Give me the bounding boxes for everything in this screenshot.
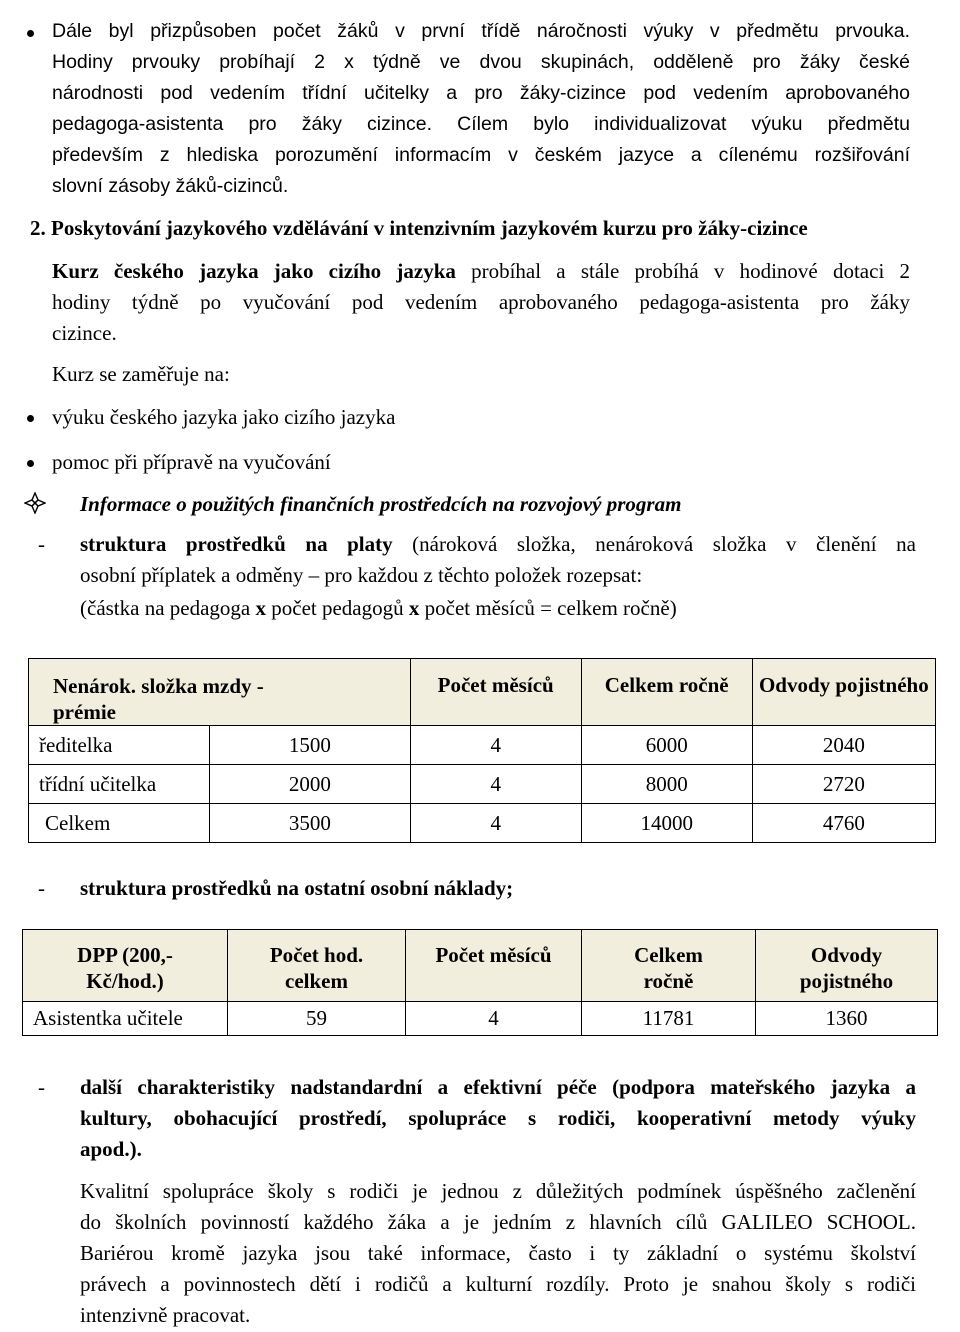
diamond-bullet-icon	[24, 492, 46, 514]
focus-label: Kurz se zaměřuje na:	[52, 362, 230, 386]
formula-x: x	[408, 596, 420, 620]
formula-text: (částka na pedagoga	[80, 596, 256, 620]
finance-heading: Informace o použitých finančních prostředcích na rozvojový program	[80, 492, 682, 516]
table-row	[29, 726, 936, 765]
dash-marker: -	[38, 876, 45, 900]
header-text: Kč/hod.)	[86, 969, 164, 993]
salary-line-rest: (nároková složka, nenároková složka v členění na	[392, 532, 916, 556]
formula-text: počet pedagogů	[266, 596, 409, 620]
course-name: Kurz českého jazyka jako cizího jazyka	[52, 259, 456, 283]
table-cell: 2000	[210, 765, 411, 804]
table-cell: 4	[410, 726, 581, 765]
table-header-row	[23, 930, 938, 1002]
table-header-row	[29, 659, 936, 726]
table-cell: ředitelka	[29, 726, 210, 765]
table-cell: 4	[406, 1002, 582, 1036]
course-paragraph	[52, 256, 910, 349]
header-text: Nenárok. složka mzdy -	[53, 674, 264, 698]
table-header-cell	[23, 930, 228, 1002]
table-header-cell	[582, 930, 756, 1002]
course-line	[52, 256, 910, 287]
table-cell: 2720	[752, 765, 935, 804]
table-row	[29, 804, 936, 843]
section-heading: 2. Poskytování jazykového vzdělávání v intenzivním jazykovém kurzu pro žáky-cizince	[30, 216, 808, 240]
salary-paragraph	[80, 529, 916, 591]
table-header-cell	[406, 930, 582, 1002]
course-line: cizince.	[52, 321, 117, 345]
header-text: pojistného	[799, 969, 894, 993]
cooperation-paragraph	[80, 1176, 916, 1331]
table-cell: 11781	[582, 1002, 756, 1036]
characteristics-line: apod.).	[80, 1137, 142, 1161]
table-cell: 4760	[752, 804, 935, 843]
cooperation-line: do školních povinností každého žáka a je jedním z hlavních cílů GALILEO SCHOOL.	[80, 1210, 916, 1234]
intro-line: slovní zásoby žáků-cizinců.	[52, 175, 289, 197]
table-row	[29, 765, 936, 804]
focus-item: výuku českého jazyka jako cizího jazyka	[52, 405, 396, 429]
course-line-rest: probíhal a stále probíhá v hodinové dotaci 2	[455, 259, 910, 283]
table-row	[23, 1002, 938, 1036]
cooperation-line: Kvalitní spolupráce školy s rodiči je jednou z důležitých podmínek úspěšného začlenění	[80, 1179, 916, 1203]
characteristics-line: další charakteristiky nadstandardní a efektivní péče (podpora mateřského jazyka a	[80, 1075, 916, 1099]
table-cell: 14000	[581, 804, 752, 843]
table-cell: Celkem	[29, 804, 210, 843]
bullet-icon	[27, 30, 34, 37]
dpp-table	[22, 929, 938, 1036]
table-cell: 8000	[581, 765, 752, 804]
characteristics-paragraph	[80, 1072, 916, 1165]
header-text: Odvody	[810, 943, 883, 967]
dash-marker: -	[38, 532, 45, 556]
bullet-icon	[27, 460, 34, 467]
salary-line: osobní příplatek a odměny – pro každou z těchto položek rozepsat:	[80, 563, 643, 587]
focus-item: pomoc při přípravě na vyučování	[52, 450, 331, 474]
cooperation-line: právech a povinnostech dětí i rodičů a kulturní rozdíly. Proto je snahou školy s rodiči	[80, 1272, 916, 1296]
table-cell: 1500	[210, 726, 411, 765]
table-header-cell: Odvody pojistného	[752, 659, 935, 726]
bullet-icon	[27, 415, 34, 422]
table-header-cell: Počet měsíců	[410, 659, 581, 726]
header-text: prémie	[53, 700, 116, 724]
header-text: Počet měsíců	[435, 943, 552, 967]
table-header-cell	[29, 659, 411, 726]
intro-paragraph	[52, 16, 910, 202]
salary-formula	[80, 596, 677, 621]
table-header-cell	[228, 930, 406, 1002]
intro-line: Hodiny prvouky probíhají 2 x týdně ve dvou skupinách, odděleně pro žáky české	[52, 51, 910, 73]
table-cell: 6000	[581, 726, 752, 765]
salary-label: struktura prostředků na platy	[80, 532, 393, 556]
intro-line: národnosti pod vedením třídní učitelky a pro žáky-cizince pod vedením aprobovaného	[52, 82, 910, 104]
header-text: Celkem	[634, 943, 703, 967]
formula-x: x	[255, 596, 266, 620]
intro-line: především z hlediska porozumění informacím v českém jazyce a cílenému rozšiřování	[52, 144, 910, 166]
table-cell: třídní učitelka	[29, 765, 210, 804]
table-cell: 2040	[752, 726, 935, 765]
course-line: hodiny týdně po vyučování pod vedením aprobovaného pedagoga-asistenta pro žáky	[52, 290, 910, 314]
dash-marker: -	[38, 1075, 45, 1099]
table-cell: 4	[410, 765, 581, 804]
characteristics-line: kultury, obohacující prostředí, spolupráce s rodiči, kooperativní metody výuky	[80, 1106, 916, 1130]
table-cell: 1360	[756, 1002, 938, 1036]
table-cell: 3500	[210, 804, 411, 843]
cooperation-line: intenzivně pracovat.	[80, 1303, 251, 1327]
table-header-cell	[756, 930, 938, 1002]
table-cell: 59	[228, 1002, 406, 1036]
header-text: Počet hod.	[269, 943, 364, 967]
formula-text: počet měsíců = celkem ročně)	[419, 596, 677, 620]
header-text: celkem	[285, 969, 348, 993]
cooperation-line: Bariérou kromě jazyka jsou také informace, často i ty základní o systému školství	[80, 1241, 916, 1265]
intro-line: Dále byl přizpůsoben počet žáků v první třídě náročnosti výuky v předmětu prvouka.	[52, 20, 910, 42]
table-cell: 4	[410, 804, 581, 843]
header-text: DPP (200,-	[77, 943, 173, 967]
other-costs-label: struktura prostředků na ostatní osobní náklady;	[80, 876, 514, 900]
table-cell: Asistentka učitele	[23, 1002, 228, 1036]
intro-line: pedagoga-asistenta pro žáky cizince. Cílem bylo individualizovat výuku předmětu	[52, 113, 910, 135]
table-header-cell: Celkem ročně	[581, 659, 752, 726]
salary-table	[28, 658, 936, 843]
header-text: ročně	[643, 969, 694, 993]
salary-line	[80, 529, 916, 560]
